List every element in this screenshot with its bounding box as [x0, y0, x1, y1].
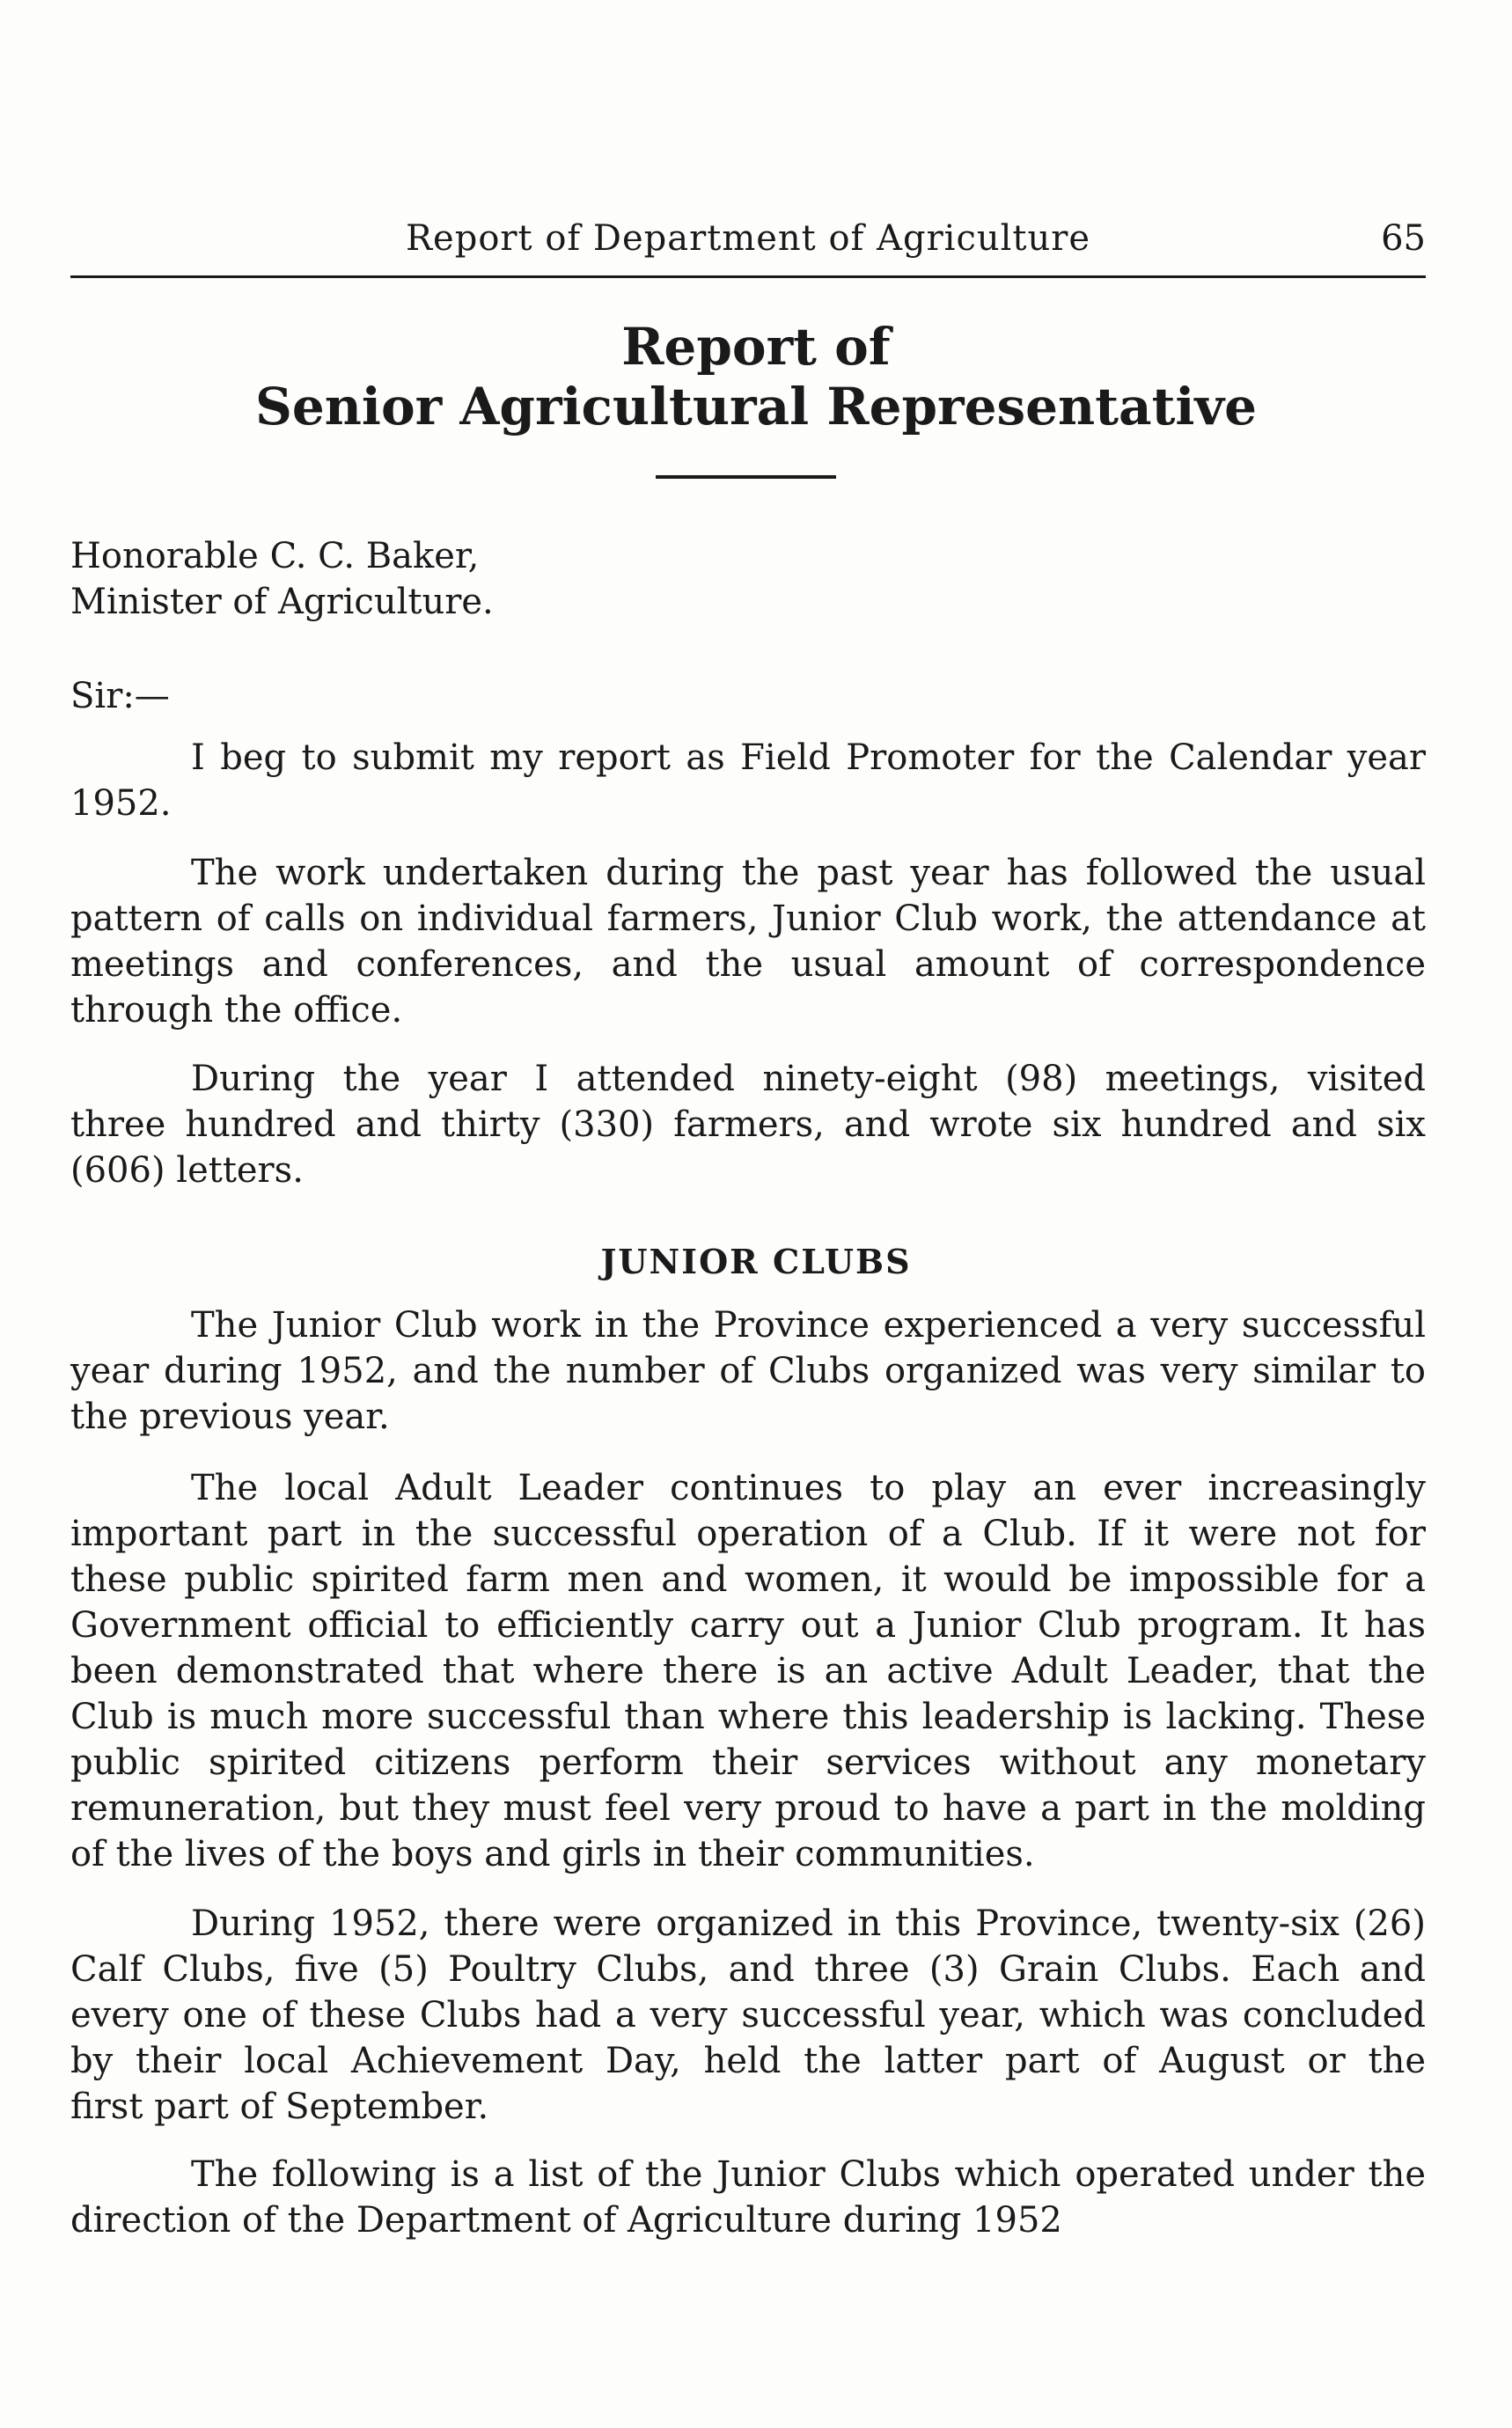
- paragraph-line: meetings and conferences, and the usual amount of correspondence: [70, 944, 1426, 985]
- paragraph-line: important part in the successful operation of a Club. If it were not for: [70, 1514, 1426, 1554]
- paragraph-line: year during 1952, and the number of Clubs organized was very similar to: [70, 1351, 1426, 1391]
- paragraph-7: [70, 2152, 1426, 2243]
- paragraph-line: Calf Clubs, five (5) Poultry Clubs, and three (3) Grain Clubs. Each and: [70, 1949, 1426, 1990]
- paragraph-line: by their local Achievement Day, held the latter part of August or the: [70, 2041, 1426, 2081]
- paragraph-line: been demonstrated that where there is an active Adult Leader, that the: [70, 1651, 1426, 1691]
- salutation: Sir:—: [70, 676, 170, 716]
- document-title-line2: Senior Agricultural Representative: [254, 377, 1258, 436]
- paragraph-line: first part of September.: [70, 2087, 489, 2127]
- address-line: Minister of Agriculture.: [70, 582, 494, 622]
- page-number: 65: [1381, 218, 1426, 259]
- running-head: [70, 218, 1426, 271]
- document-title-line1: Report of: [621, 317, 891, 377]
- paragraph-1: [70, 735, 1426, 826]
- paragraph-line: During the year I attended ninety-eight (98) meetings, visited: [191, 1059, 1426, 1099]
- header-rule: [70, 275, 1426, 278]
- paragraph-line: these public spirited farm men and women, it would be impossible for a: [70, 1559, 1426, 1600]
- paragraph-line: (606) letters.: [70, 1150, 304, 1191]
- paragraph-line: The local Adult Leader continues to play an ever increasingly: [191, 1468, 1426, 1508]
- section-heading: JUNIOR CLUBS: [600, 1242, 912, 1281]
- paragraph-line: Club is much more successful than where this leadership is lacking. These: [70, 1697, 1426, 1737]
- title-rule: [656, 475, 836, 479]
- address-line: Honorable C. C. Baker,: [70, 536, 480, 576]
- paragraph-line: The work undertaken during the past year has followed the usual: [191, 853, 1426, 893]
- running-head-title: Report of Department of Agriculture: [405, 218, 1091, 259]
- paragraph-line: 1952.: [70, 783, 172, 824]
- paragraph-line: I beg to submit my report as Field Promoter for the Calendar year: [191, 737, 1426, 778]
- paragraph-line: The following is a list of the Junior Clubs which operated under the: [191, 2154, 1426, 2195]
- paragraph-line: every one of these Clubs had a very successful year, which was concluded: [70, 1995, 1426, 2036]
- paragraph-5: [70, 1465, 1426, 1877]
- paragraph-6: [70, 1901, 1426, 2130]
- paragraph-2: [70, 850, 1426, 1033]
- paragraph-4: [70, 1302, 1426, 1440]
- paragraph-line: remuneration, but they must feel very proud to have a part in the molding: [70, 1788, 1426, 1829]
- paragraph-line: direction of the Department of Agriculture during 1952: [70, 2200, 1062, 2241]
- paragraph-line: through the office.: [70, 990, 403, 1031]
- address-block: [70, 533, 1426, 625]
- paragraph-line: During 1952, there were organized in this Province, twenty-six (26): [191, 1904, 1426, 1944]
- paragraph-line: of the lives of the boys and girls in their communities.: [70, 1834, 1035, 1874]
- paragraph-line: Government official to efficiently carry out a Junior Club program. It has: [70, 1605, 1426, 1646]
- paragraph-line: the previous year.: [70, 1397, 390, 1437]
- paragraph-line: The Junior Club work in the Province experienced a very successful: [191, 1305, 1426, 1346]
- paragraph-line: pattern of calls on individual farmers, Junior Club work, the attendance at: [70, 899, 1426, 939]
- paragraph-line: public spirited citizens perform their services without any monetary: [70, 1742, 1426, 1783]
- paragraph-3: [70, 1056, 1426, 1193]
- paragraph-line: three hundred and thirty (330) farmers, and wrote six hundred and six: [70, 1104, 1426, 1145]
